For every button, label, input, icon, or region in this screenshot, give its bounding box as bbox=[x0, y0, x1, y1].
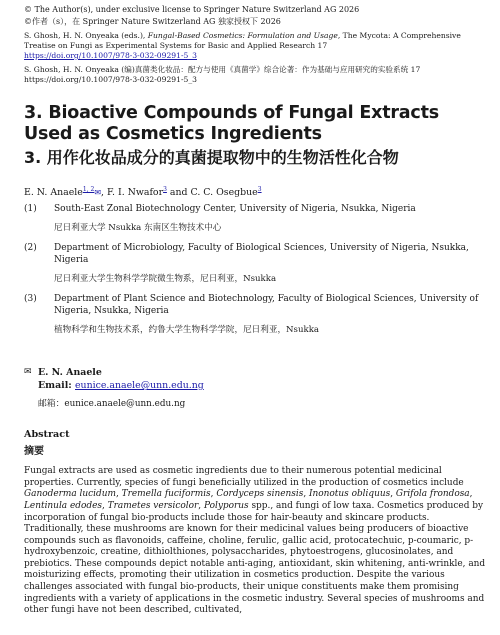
copyright-zh: ©作者（s），在 Springer Nature Switzerland AG 独家授权下 2026 bbox=[24, 17, 281, 26]
species-name: Inonotus obliquus bbox=[309, 489, 391, 500]
affiliation-zh: 尼日利亚大学生物科学学院微生物系，尼日利亚，Nsukka bbox=[54, 274, 277, 285]
email-zh: 邮箱：eunice.anaele@unn.edu.ng bbox=[38, 399, 186, 410]
affiliation-3 bbox=[24, 293, 486, 336]
affiliation-zh: 尼日利亚大学 Nsukka 东南区生物技术中心 bbox=[54, 223, 222, 234]
species-name: Ganoderma lucidum bbox=[24, 489, 116, 500]
affiliation-zh: 植物科学和生物技术系，约鲁大学生物科学学院，尼日利亚，Nsukka bbox=[54, 325, 320, 336]
author-anaele: E. N. Anaele bbox=[24, 187, 83, 199]
separator: , bbox=[115, 489, 122, 500]
separator: , bbox=[469, 489, 473, 500]
separator: , bbox=[198, 500, 204, 511]
affiliation-number: (3) bbox=[24, 294, 37, 305]
affiliation-en: South-East Zonal Biotechnology Center, University of Nigeria, Nsukka, Nigeria bbox=[54, 204, 416, 215]
author-separator: , bbox=[101, 187, 107, 199]
separator: , bbox=[303, 489, 309, 500]
author-osegbue: C. C. Osegbue bbox=[190, 187, 258, 199]
affiliation-en: Department of Plant Science and Biotechnology, Faculty of Biological Sciences, University of Nigeria, Nsukka, Nigeria bbox=[54, 294, 479, 317]
citation-zh-text: S. Ghosh, H. N. Onyeaka (编)真菌类化妆品：配方与使用《真菌学》综合论著：作为基础与应用研究的实验系统 17 bbox=[24, 65, 421, 74]
abstract-body bbox=[24, 466, 486, 617]
author-nwafor-affil[interactable]: 3 bbox=[163, 186, 167, 193]
species-name: Grifola frondosa bbox=[395, 489, 470, 500]
species-name: Trametes versicolor bbox=[107, 500, 199, 511]
title-zh: 3. 用作化妆品成分的真菌提取物中的生物活性化合物 bbox=[24, 148, 399, 167]
separator: , bbox=[390, 489, 396, 500]
species-name: Tremella fuciformis bbox=[121, 489, 211, 500]
email-link[interactable]: eunice.anaele@unn.edu.ng bbox=[75, 380, 204, 392]
affiliation-number: (2) bbox=[24, 243, 37, 254]
correspondence-block bbox=[24, 366, 486, 411]
affiliation-number: (1) bbox=[24, 204, 37, 215]
separator: , bbox=[210, 489, 217, 500]
species-name: Polyporus bbox=[203, 500, 249, 511]
email-label: Email: bbox=[38, 380, 75, 392]
abstract-text: Fungal extracts are used as cosmetic ingredients due to their numerous potential medicinal properties. Currently, species of fungi beneficially utilized in the production of cosmetics include bbox=[24, 466, 464, 488]
abstract-text: spp., and fungi of low taxa. Cosmetics produced by incorporation of fungal bio-products include those for hair-beauty and skincare products. Traditionally, these mushrooms are known for their medicinal values being producers of bioactive compounds such as flavonoids, caffeine, choline, ferulic, gallic acid, protocatechuic, p-coumaric, p-hydroxybenzoic, creatine, dithiolthiones, polysaccharides, phytoestrogens, glucosinolates, and prebiotics. These compounds depict notable anti-aging, antioxidant, skin whitening, anti-wrinkle, and moisturizing effects, promoting their utilization in cosmetics production. Despite the various challenges associated with fungal bio-products, their unique constituents make them promising ingredients with a variety of applications in the cosmetic industry. Several species of mushrooms and other fungi have not been described, cultivated, bbox=[24, 500, 486, 616]
citation-book-title: Fungal-Based Cosmetics: Formulation and Usage bbox=[147, 31, 338, 40]
citation-zh bbox=[24, 65, 486, 85]
citation-series: , The Mycota: A Comprehensive Treatise on Fungi as Experimental Systems for Basic and Applied Research 17 bbox=[24, 31, 461, 50]
citation-en bbox=[24, 31, 486, 61]
author-anaele-affil[interactable]: 1, 2 bbox=[82, 186, 95, 193]
species-name: Lentinula edodes bbox=[24, 500, 102, 511]
author-list bbox=[24, 183, 486, 199]
affiliation-1 bbox=[24, 203, 486, 234]
abstract-heading: Abstract bbox=[24, 429, 70, 441]
author-separator: and bbox=[166, 187, 191, 199]
email-icon[interactable]: ✉ bbox=[94, 188, 102, 198]
citation-zh-doi[interactable]: https://doi.org/10.1007/978-3-032-09291-5_3 bbox=[24, 75, 197, 84]
author-osegbue-affil[interactable]: 3 bbox=[257, 186, 262, 193]
citation-editors: S. Ghosh, H. N. Onyeaka (eds.), bbox=[24, 31, 148, 40]
affiliation-2 bbox=[24, 242, 486, 285]
author-nwafor: F. I. Nwafor bbox=[106, 187, 164, 199]
copyright-en: © The Author(s), under exclusive license to Springer Nature Switzerland AG 2026 bbox=[24, 5, 360, 14]
corresponding-author: E. N. Anaele bbox=[38, 367, 102, 379]
citation-doi-link[interactable]: https://doi.org/10.1007/978-3-032-09291-5_3 bbox=[24, 51, 197, 60]
envelope-icon: ✉ bbox=[24, 367, 32, 378]
abstract-heading-zh: 摘要 bbox=[24, 446, 44, 458]
title-en: 3. Bioactive Compounds of Fungal Extracts Used as Cosmetics Ingredients bbox=[24, 103, 439, 144]
species-name: Cordyceps sinensis bbox=[216, 489, 304, 500]
separator: , bbox=[101, 500, 108, 511]
affiliation-en: Department of Microbiology, Faculty of Biological Sciences, University of Nigeria, Nsukka, Nigeria bbox=[54, 243, 469, 266]
